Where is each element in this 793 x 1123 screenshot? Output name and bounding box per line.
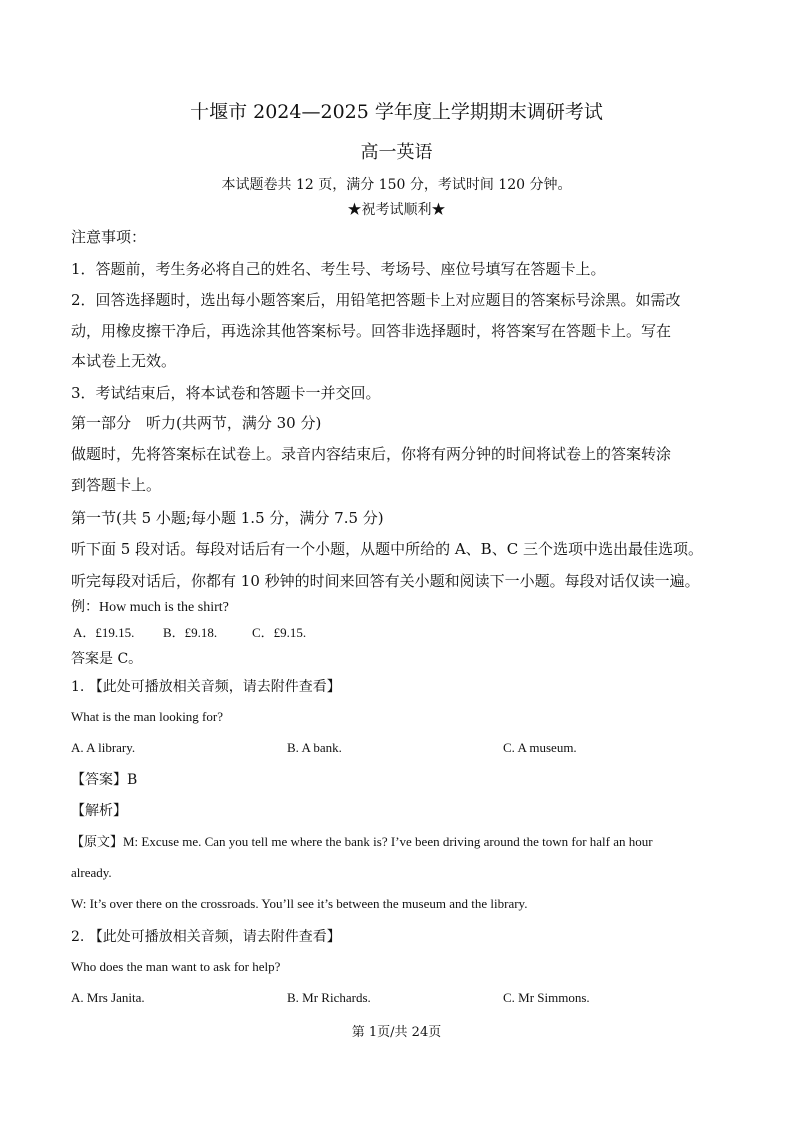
q1-transcript-line-1: 【原文】M: Excuse me. Can you tell me where the bank is? I’ve been driving around the town for half an hour: [71, 834, 653, 849]
exam-title: 十堰市 2024—2025 学年度上学期期末调研考试: [190, 101, 603, 123]
q1-transcript-line-2: already.: [71, 865, 112, 880]
example-question: 例：How much is the shirt?: [71, 600, 229, 615]
page-number: 第 1页/共 24页: [351, 1025, 442, 1040]
notes-heading: 注意事项：: [71, 228, 147, 246]
section1-heading: 第一节(共 5 小题;每小题 1.5 分，满分 7.5 分): [71, 509, 384, 527]
good-luck-wish: ★祝考试顺利★: [347, 202, 446, 218]
notes-item-2-line-2: 动，用橡皮擦干净后，再选涂其他答案标号。回答非选择题时，将答案写在答题卡上。写在: [71, 322, 672, 340]
q2-question: Who does the man want to ask for help?: [71, 959, 281, 974]
example-option-b: B．£9.18.: [163, 625, 218, 640]
q2-option-a: A. Mrs Janita.: [71, 990, 145, 1005]
notes-item-2-line-3: 本试卷上无效。: [71, 352, 177, 370]
notes-item-1: 1．答题前，考生务必将自己的姓名、考生号、考场号、座位号填写在答题卡上。: [71, 260, 606, 278]
example-option-c: C．£9.15.: [252, 625, 307, 640]
q1-option-c: C. A museum.: [503, 740, 577, 755]
notes-item-3: 3．考试结束后，将本试卷和答题卡一并交回。: [71, 384, 381, 402]
subject-title: 高一英语: [360, 142, 433, 163]
q2-audio-prompt[interactable]: 2. 【此处可播放相关音频，请去附件查看】: [71, 929, 341, 945]
q1-answer: 【答案】B: [71, 772, 138, 788]
q1-audio-prompt[interactable]: 1. 【此处可播放相关音频，请去附件查看】: [71, 679, 341, 695]
part1-heading: 第一部分 听力(共两节，满分 30 分): [71, 414, 322, 432]
q1-option-a: A. A library.: [71, 740, 136, 755]
part1-instruction-line-1: 做题时，先将答案标在试卷上。录音内容结束后，你将有两分钟的时间将试卷上的答案转涂: [71, 445, 672, 463]
example-answer: 答案是 C。: [71, 651, 143, 667]
q1-question: What is the man looking for?: [71, 709, 223, 724]
exam-info: 本试题卷共 12 页，满分 150 分，考试时间 120 分钟。: [221, 177, 572, 193]
q1-option-b: B. A bank.: [287, 740, 342, 755]
q2-option-c: C. Mr Simmons.: [503, 990, 590, 1005]
q1-transcript-line-3: W: It’s over there on the crossroads. You’ll see it’s between the museum and the library.: [71, 896, 528, 911]
part1-instruction-line-2: 到答题卡上。: [71, 476, 162, 494]
example-option-a: A．£19.15.: [73, 625, 135, 640]
q2-option-b: B. Mr Richards.: [287, 990, 371, 1005]
q1-analysis-label: 【解析】: [71, 803, 127, 819]
notes-item-2-line-1: 2．回答选择题时，选出每小题答案后，用铅笔把答题卡上对应题目的答案标号涂黑。如需改: [71, 291, 681, 309]
section1-instruction-line-1: 听下面 5 段对话。每段对话后有一个小题，从题中所给的 A、B、C 三个选项中选出最佳选项。: [71, 540, 703, 558]
section1-instruction-line-2: 听完每段对话后，你都有 10 秒钟的时间来回答有关小题和阅读下一小题。每段对话仅读一遍。: [71, 572, 700, 590]
